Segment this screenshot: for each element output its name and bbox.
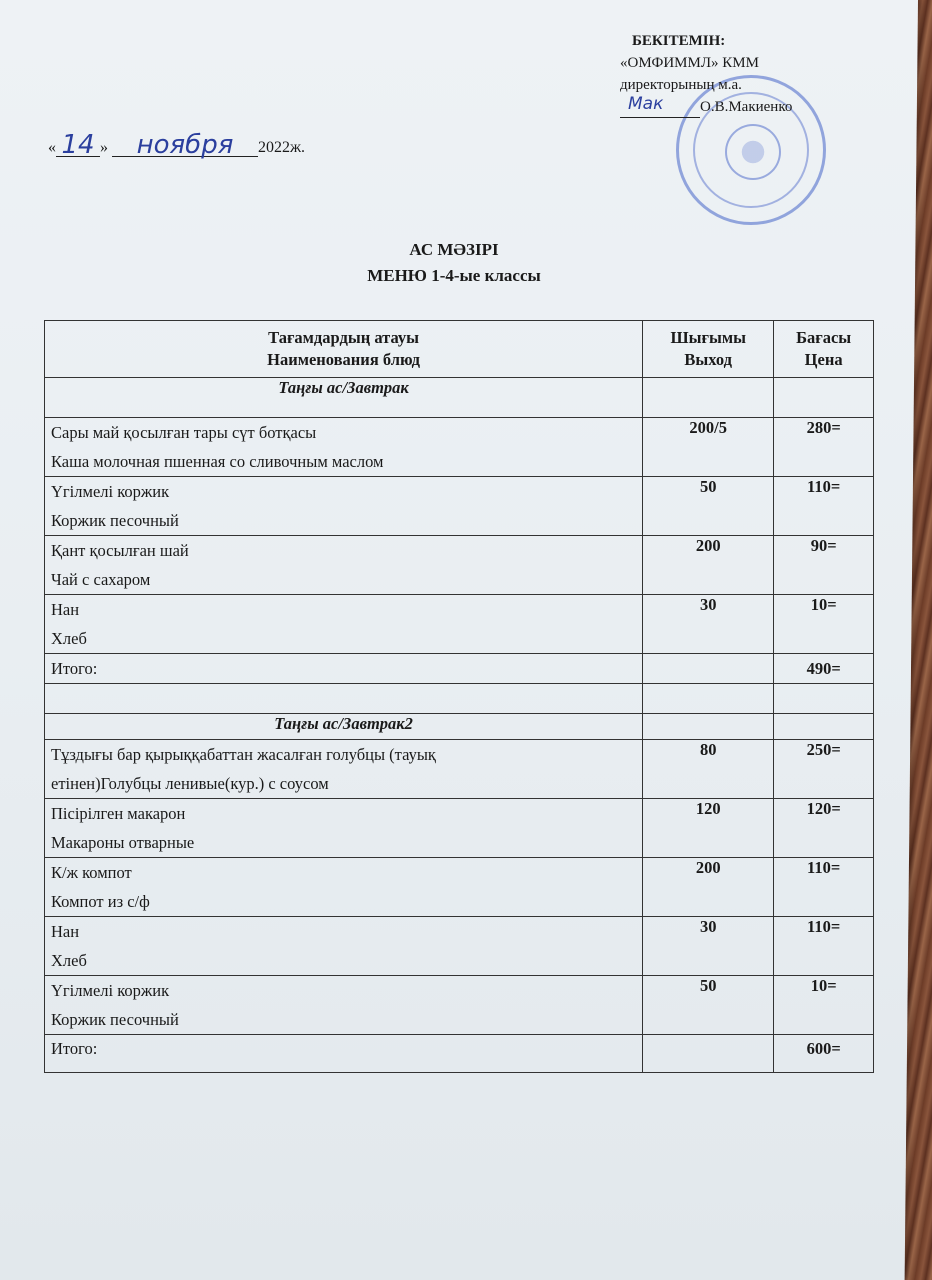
table-row — [45, 858, 874, 917]
table-row — [45, 976, 874, 1035]
dish-name-kz: Нан — [51, 922, 80, 941]
spacer-row — [45, 684, 874, 714]
dish-name-kz: Тұздығы бар қырыққабаттан жасалған голубцы (тауық — [51, 745, 436, 764]
header-name-ru: Наименования блюд — [267, 350, 420, 369]
date-month: ноября — [136, 130, 234, 160]
table-header-row — [45, 321, 874, 378]
qty-cell: 50 — [643, 477, 774, 536]
dish-cell — [45, 976, 643, 1035]
signature-line — [620, 96, 880, 118]
empty-cell — [774, 378, 874, 418]
menu-table — [44, 320, 874, 1073]
dish-name-ru: Коржик песочный — [51, 511, 179, 530]
price-cell: 110= — [774, 477, 874, 536]
section-row — [45, 714, 874, 740]
dish-name-ru: етінен)Голубцы ленивые(кур.) с соусом — [51, 774, 329, 793]
price-cell: 10= — [774, 595, 874, 654]
dish-name-kz: Сары май қосылған тары сүт ботқасы — [51, 423, 317, 442]
qty-cell: 30 — [643, 595, 774, 654]
qty-cell: 120 — [643, 799, 774, 858]
dish-name-ru: Компот из с/ф — [51, 892, 150, 911]
header-name-kz: Тағамдардың атауы — [268, 328, 420, 347]
empty-cell — [643, 378, 774, 418]
header-price-ru: Цена — [804, 350, 843, 369]
qty-cell: 30 — [643, 917, 774, 976]
menu-title-kz: АС МӘЗІРІ — [409, 240, 499, 259]
empty-cell — [643, 714, 774, 740]
table-row — [45, 595, 874, 654]
dish-cell — [45, 418, 643, 477]
dish-name-kz: Нан — [51, 600, 80, 619]
table-row — [45, 418, 874, 477]
dish-cell — [45, 595, 643, 654]
header-qty-kz: Шығымы — [670, 328, 746, 347]
section-row — [45, 378, 874, 418]
dish-name-ru: Хлеб — [51, 629, 87, 648]
header-price — [774, 321, 874, 378]
dish-name-ru: Каша молочная пшенная со сливочным маслом — [51, 452, 384, 471]
empty-cell — [643, 654, 774, 684]
dish-name-kz: Үгілмелі коржик — [51, 981, 170, 1000]
header-name — [45, 321, 643, 378]
price-cell: 90= — [774, 536, 874, 595]
dish-cell — [45, 740, 643, 799]
price-cell: 10= — [774, 976, 874, 1035]
table-row — [45, 536, 874, 595]
date-close-quote: » — [100, 139, 108, 156]
dish-cell — [45, 858, 643, 917]
total-value: 600= — [774, 1035, 874, 1073]
qty-cell: 200 — [643, 536, 774, 595]
header-price-kz: Бағасы — [796, 328, 852, 347]
empty-cell — [643, 684, 774, 714]
empty-cell — [774, 684, 874, 714]
empty-cell — [643, 1035, 774, 1073]
dish-cell — [45, 799, 643, 858]
approval-name: О.В.Макиенко — [700, 99, 793, 115]
dish-name-kz: Қант қосылған шай — [51, 541, 189, 560]
section-title: Таңғы ас/Завтрак2 — [45, 714, 643, 740]
dish-name-kz: Пісірілген макарон — [51, 804, 186, 823]
total-label: Итого: — [45, 1035, 643, 1073]
section-title: Таңғы ас/Завтрак — [45, 378, 643, 418]
handwritten-signature: Мак — [628, 94, 664, 114]
dish-name-kz: К/ж компот — [51, 863, 132, 882]
table-row — [45, 477, 874, 536]
date-day-blank — [56, 126, 100, 160]
qty-cell: 200 — [643, 858, 774, 917]
approval-position: директорының м.а. — [620, 77, 742, 93]
qty-cell: 200/5 — [643, 418, 774, 477]
approval-title: БЕКІТЕМІН: — [632, 33, 726, 49]
total-row — [45, 1035, 874, 1073]
signature-blank — [620, 94, 700, 118]
price-cell: 250= — [774, 740, 874, 799]
price-cell: 280= — [774, 418, 874, 477]
total-label: Итого: — [45, 654, 643, 684]
empty-cell — [774, 714, 874, 740]
dish-cell — [45, 536, 643, 595]
table-row — [45, 740, 874, 799]
total-row — [45, 654, 874, 684]
header-qty — [643, 321, 774, 378]
dish-name-ru: Хлеб — [51, 951, 87, 970]
date-year: 2022ж. — [258, 139, 306, 156]
total-value: 490= — [774, 654, 874, 684]
price-cell: 120= — [774, 799, 874, 858]
qty-cell: 80 — [643, 740, 774, 799]
price-cell: 110= — [774, 917, 874, 976]
price-cell: 110= — [774, 858, 874, 917]
date-day: 14 — [61, 130, 95, 160]
dish-name-ru: Коржик песочный — [51, 1010, 179, 1029]
qty-cell: 50 — [643, 976, 774, 1035]
date-month-blank — [112, 126, 258, 160]
date-open-quote: « — [48, 139, 56, 156]
menu-title-ru: МЕНЮ 1-4-ые классы — [367, 266, 541, 285]
dish-name-ru: Чай с сахаром — [51, 570, 151, 589]
dish-name-kz: Үгілмелі коржик — [51, 482, 170, 501]
document-date — [48, 126, 306, 160]
table-row — [45, 799, 874, 858]
table-row — [45, 917, 874, 976]
dish-cell — [45, 477, 643, 536]
approval-org: «ОМФИММЛ» КММ — [620, 55, 759, 71]
approval-block — [620, 30, 880, 118]
dish-name-ru: Макароны отварные — [51, 833, 195, 852]
dish-cell — [45, 917, 643, 976]
empty-cell — [45, 684, 643, 714]
header-qty-ru: Выход — [684, 350, 733, 369]
